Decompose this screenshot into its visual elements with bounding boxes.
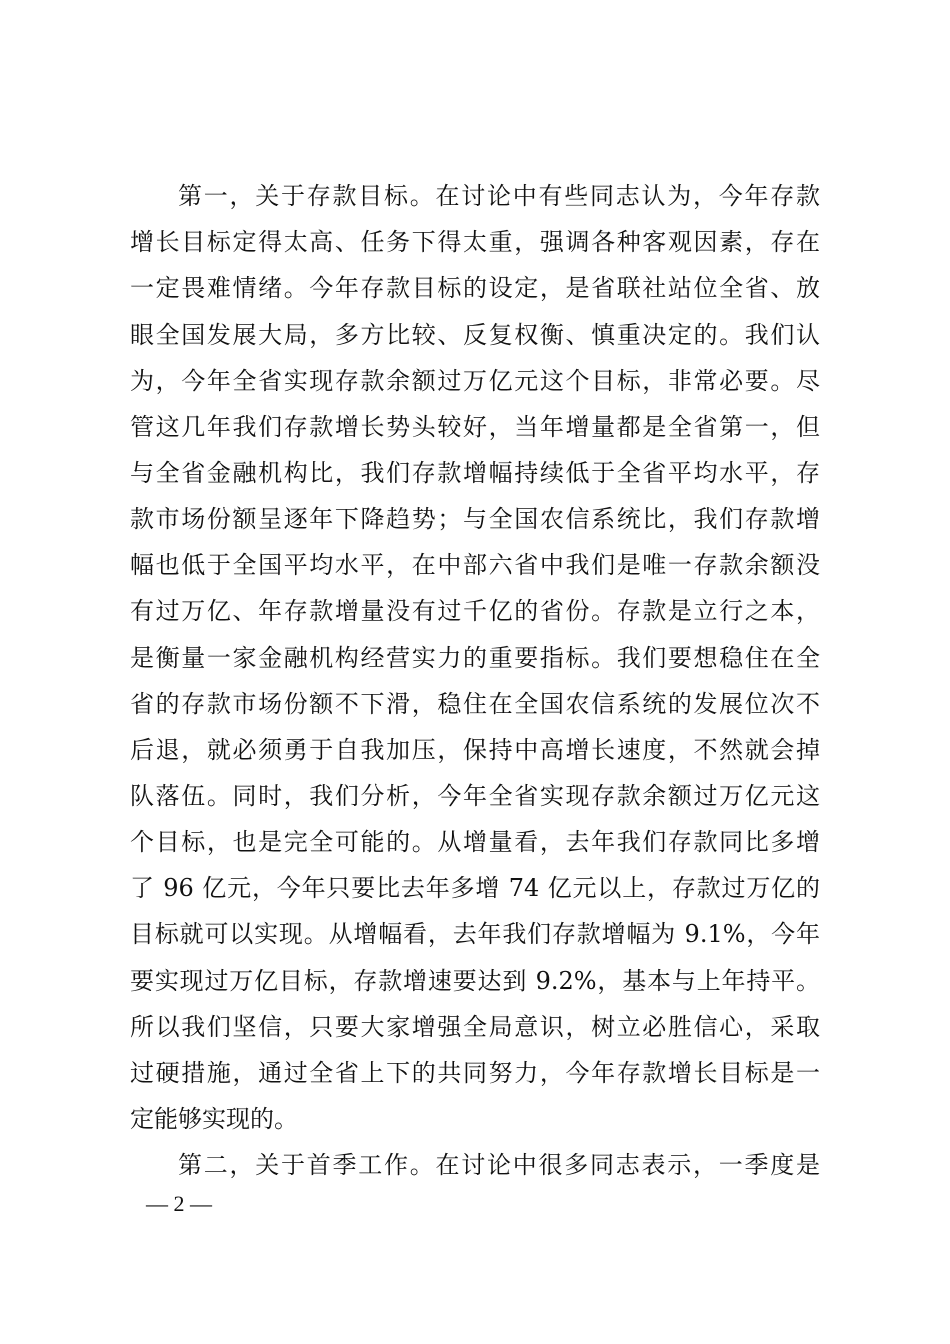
text-line: 个目标，也是完全可能的。从增量看，去年我们存款同比多增 <box>130 828 820 856</box>
text-line: 眼全国发展大局，多方比较、反复权衡、慎重决定的。我们认 <box>130 321 820 349</box>
text-line: 第二，关于首季工作。在讨论中很多同志表示，一季度是 <box>178 1151 820 1179</box>
text-line: 定能够实现的。 <box>130 1105 298 1133</box>
text-line: 幅也低于全国平均水平，在中部六省中我们是唯一存款余额没 <box>130 551 820 579</box>
text-line: 与全省金融机构比，我们存款增幅持续低于全省平均水平，存 <box>130 459 820 487</box>
text-line: 省的存款市场份额不下滑，稳住在全国农信系统的发展位次不 <box>130 690 820 718</box>
text-line: 一定畏难情绪。今年存款目标的设定，是省联社站位全省、放 <box>130 274 820 302</box>
text-line: 第一，关于存款目标。在讨论中有些同志认为，今年存款 <box>178 182 820 210</box>
text-line: 有过万亿、年存款增量没有过千亿的省份。存款是立行之本， <box>130 597 820 625</box>
text-line: 是衡量一家金融机构经营实力的重要指标。我们要想稳住在全 <box>130 644 820 672</box>
text-line: 为，今年全省实现存款余额过万亿元这个目标，非常必要。尽 <box>130 367 820 395</box>
text-line: 了 96 亿元，今年只要比去年多增 74 亿元以上，存款过万亿的 <box>130 874 820 902</box>
text-line: 所以我们坚信，只要大家增强全局意识，树立必胜信心，采取 <box>130 1013 820 1041</box>
text-line: 后退，就必须勇于自我加压，保持中高增长速度，不然就会掉 <box>130 736 820 764</box>
text-line: 过硬措施，通过全省上下的共同努力，今年存款增长目标是一 <box>130 1059 820 1087</box>
text-line: 管这几年我们存款增长势头较好，当年增量都是全省第一，但 <box>130 413 820 441</box>
text-line: 要实现过万亿目标，存款增速要达到 9.2%，基本与上年持平。 <box>130 967 820 995</box>
page-number: — 2 — <box>146 1191 212 1216</box>
text-line: 增长目标定得太高、任务下得太重，强调各种客观因素，存在 <box>130 228 820 256</box>
text-line: 目标就可以实现。从增幅看，去年我们存款增幅为 9.1%，今年 <box>130 920 820 948</box>
text-line: 款市场份额呈逐年下降趋势；与全国农信系统比，我们存款增 <box>130 505 820 533</box>
text-line: 队落伍。同时，我们分析，今年全省实现存款余额过万亿元这 <box>130 782 820 810</box>
